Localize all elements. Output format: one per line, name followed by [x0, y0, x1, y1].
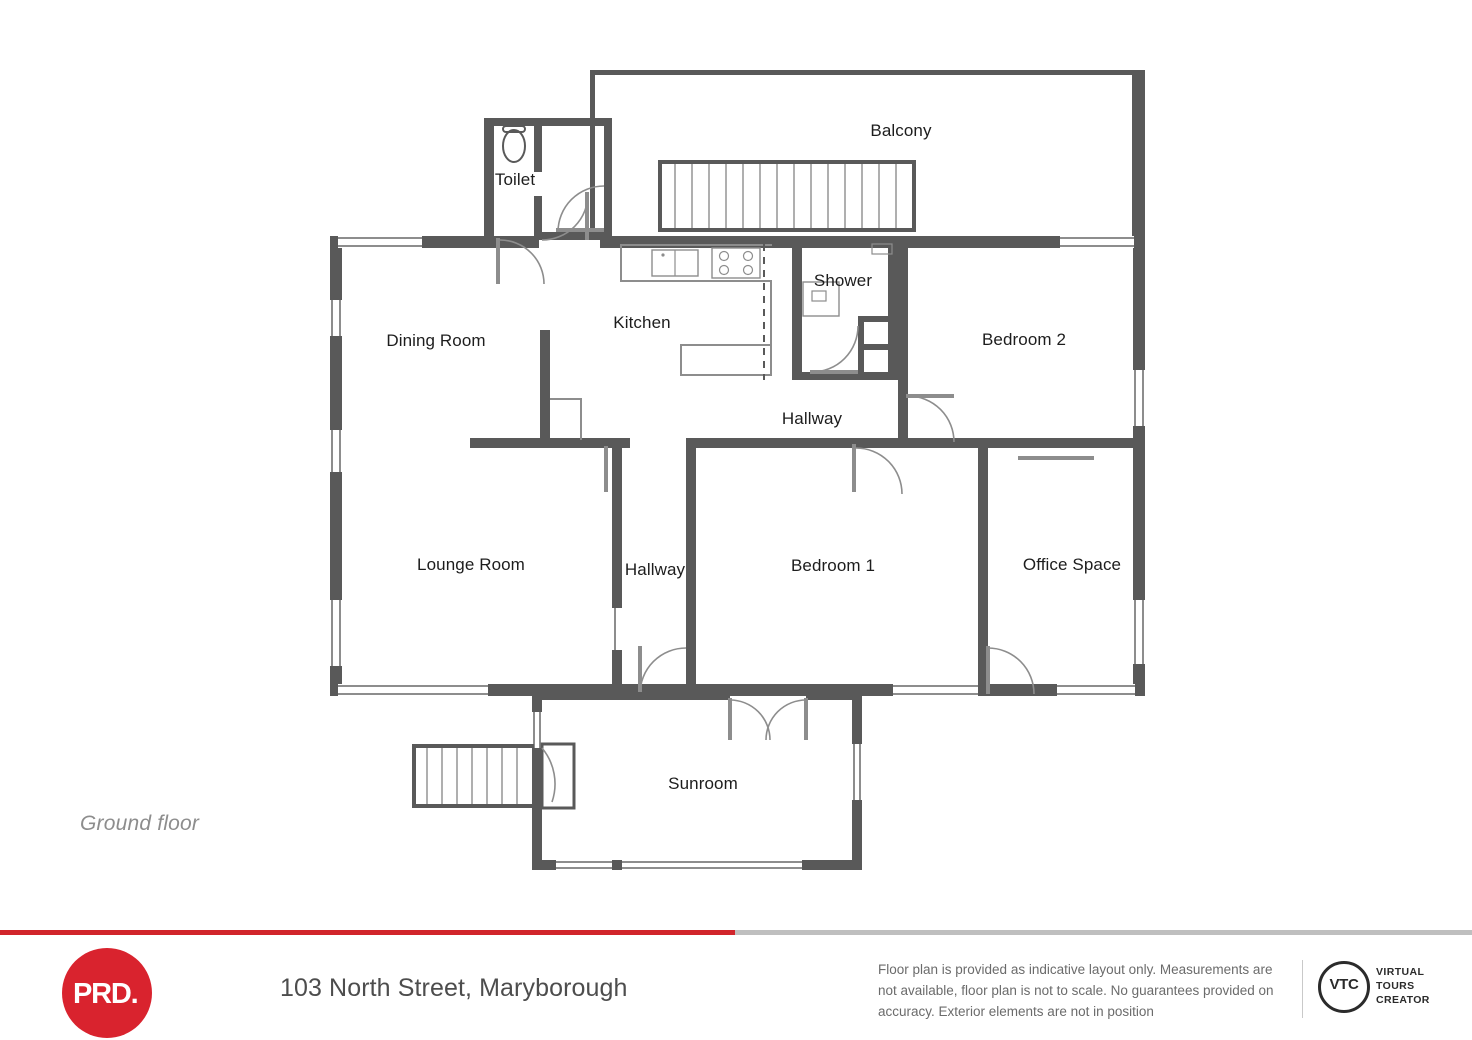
floor-caption: Ground floor	[80, 812, 200, 835]
wall-toilet-left	[484, 118, 494, 240]
vtc-logo	[1318, 958, 1448, 1020]
wall-toilet-divider	[534, 126, 542, 172]
room-label-bedroom-2: Bedroom 2	[981, 330, 1067, 349]
vtc-line-3: CREATOR	[1376, 994, 1430, 1006]
footer	[0, 930, 1472, 1040]
room-label-hallway-lower: Hallway	[624, 560, 686, 579]
stair-bottom	[658, 228, 916, 232]
wall-balcony-top	[590, 70, 1145, 75]
wall-bedroom1-left	[686, 438, 696, 696]
footer-vertical-divider	[1302, 960, 1303, 1018]
room-label-shower: Shower	[813, 271, 873, 290]
ext-stair-bottom	[412, 804, 534, 808]
vtc-line-2: TOURS	[1376, 980, 1415, 992]
stair-top	[658, 160, 916, 164]
wall-dining-stub	[540, 330, 550, 442]
room-label-hallway-upper: Hallway	[781, 409, 843, 428]
room-label-lounge-room: Lounge Room	[417, 555, 525, 574]
wall-bath-left	[792, 244, 802, 380]
ext-stair-left	[412, 744, 416, 808]
wall-balcony-left	[590, 70, 595, 238]
footer-divider-rule	[0, 930, 1472, 935]
prd-logo	[62, 948, 172, 1038]
stair-right	[912, 160, 916, 230]
room-label-toilet: Toilet	[494, 170, 536, 189]
wall-toilet-top	[484, 118, 612, 126]
wall-bath-right	[888, 244, 898, 380]
room-label-office-space: Office Space	[1022, 555, 1122, 574]
prd-logo-text: PRD.	[73, 978, 138, 1010]
ext-stair-top	[412, 744, 534, 748]
wall-balcony-right	[1132, 70, 1145, 242]
wall-bedroom2-left	[898, 244, 908, 440]
room-label-balcony: Balcony	[870, 121, 932, 140]
room-label-sunroom: Sunroom	[668, 774, 738, 793]
stair-left	[658, 160, 662, 230]
room-label-kitchen: Kitchen	[613, 313, 671, 332]
wall-hall-bottom	[686, 438, 1145, 448]
room-label-dining-room: Dining Room	[386, 331, 486, 350]
wall-toilet-right	[604, 118, 612, 240]
vtc-line-1: VIRTUAL	[1376, 966, 1425, 978]
wall-toilet-divider-low	[534, 196, 542, 240]
vtc-logo-mark: VTC	[1329, 976, 1359, 993]
disclaimer-text: Floor plan is provided as indicative layout only. Measurements are not available, floor plan is not to scale. No guarantees provided on accuracy. Exterior elements are not in position	[878, 962, 1274, 1019]
property-address: 103 North Street, Maryborough	[280, 974, 628, 1002]
room-label-bedroom-1: Bedroom 1	[790, 556, 876, 575]
wall-hallway-lower-right	[612, 446, 622, 696]
